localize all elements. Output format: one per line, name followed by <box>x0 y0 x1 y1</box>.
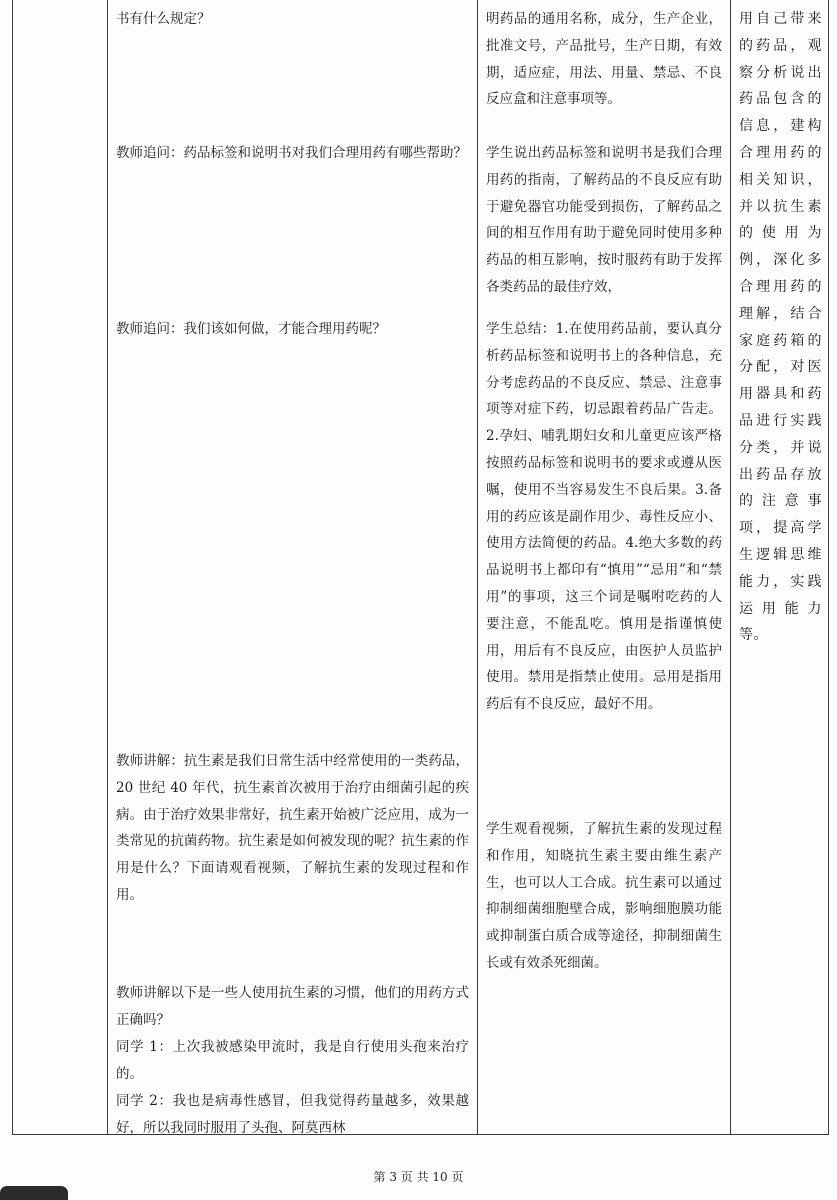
page-number: 第 3 页 共 10 页 <box>373 1170 464 1184</box>
student-paragraph: 学生观看视频，了解抗生素的发现过程和作用，知晓抗生素主要由维生素产生，也可以人工合成。抗生素可以通过抑制细菌细胞壁合成，影响细胞膜功能或抑制蛋白质合成等途径，抑制细菌生长或有效杀死细菌。 <box>486 821 722 971</box>
teacher-paragraph: 同学 1：上次我被感染甲流时，我是自行使用头孢来治疗的。 <box>116 1039 469 1082</box>
teacher-paragraph: 教师追问：药品标签和说明书对我们合理用药有哪些帮助？ <box>116 145 467 161</box>
student-paragraph: 学生说出药品标签和说明书是我们合理用药的指南，了解药品的不良反应有助于避免器官功能受到损伤，了解药品之间的相互作用有助于避免同时使用多种药品的相互影响，按时服药有助于发挥各类药品的最佳疗效， <box>486 145 722 295</box>
teacher-paragraph: 教师讲解：抗生素是我们日常生活中经常使用的一类药品，20 世纪 40 年代，抗生素首次被用于治疗由细菌引起的疾病。由于治疗效果非常好，抗生素开始被广泛应用，成为一类常见的抗菌药物。抗生素是如何被发现的呢？抗生素的作用是什么？下面请观看视频，了解抗生素的发现过程和作用。 <box>116 753 469 903</box>
teacher-paragraph: 同学 2：我也是病毒性感冒，但我觉得药量越多，效果越好，所以我同时服用了头孢、阿莫西林 <box>116 1093 469 1136</box>
student-paragraph: 学生总结：1.在使用药品前，要认真分析药品标签和说明书上的各种信息，充分考虑药品的不良反应、禁忌、注意事项等对症下药，切忌跟着药品广告走。2.孕妇、哺乳期妇女和儿童更应该严格按照药品标签和说明书的要求或遵从医嘱，使用不当容易发生不良后果。3.备用的药应该是副作用少、毒性反应小、使用方法简便的药品。4.绝大多数的药品说明书上都印有“慎用”“忌用”和“禁用”的事项，这三个词是嘱咐吃药的人要注意，不能乱吃。慎用是指谨慎使用，用后有不良反应，由医护人员监护使用。禁用是指禁止使用。忌用是指用药后有不良反应，最好不用。 <box>486 321 722 713</box>
teacher-paragraph: 教师追问：我们该如何做，才能合理用药呢？ <box>116 321 386 337</box>
teacher-activity-cell <box>108 0 478 1135</box>
bottom-tab-handle <box>0 1186 68 1200</box>
table-row <box>13 0 829 1135</box>
design-intent-cell <box>731 0 829 1135</box>
stage-column-cell <box>13 0 108 1135</box>
teacher-paragraph: 书有什么规定？ <box>116 11 211 27</box>
student-activity-cell <box>478 0 731 1135</box>
lesson-plan-table <box>12 0 829 1135</box>
design-intent-paragraph: 用自己带来的药品，观察分析说出药品包含的信息，建构合理用药的相关知识，并以抗生素的使用为例，深化多合理用药的理解，结合家庭药箱的分配，对医用器具和药品进行实践分类，并说出药品存放的注意事项，提高学生逻辑思维能力，实践运用能力等。 <box>739 11 822 644</box>
student-paragraph: 明药品的通用名称，成分，生产企业，批准文号，产品批号，生产日期，有效期，适应症，用法、用量、禁忌、不良反应盒和注意事项等。 <box>486 11 722 108</box>
teacher-paragraph: 教师讲解以下是一些人使用抗生素的习惯，他们的用药方式正确吗？ <box>116 985 469 1028</box>
